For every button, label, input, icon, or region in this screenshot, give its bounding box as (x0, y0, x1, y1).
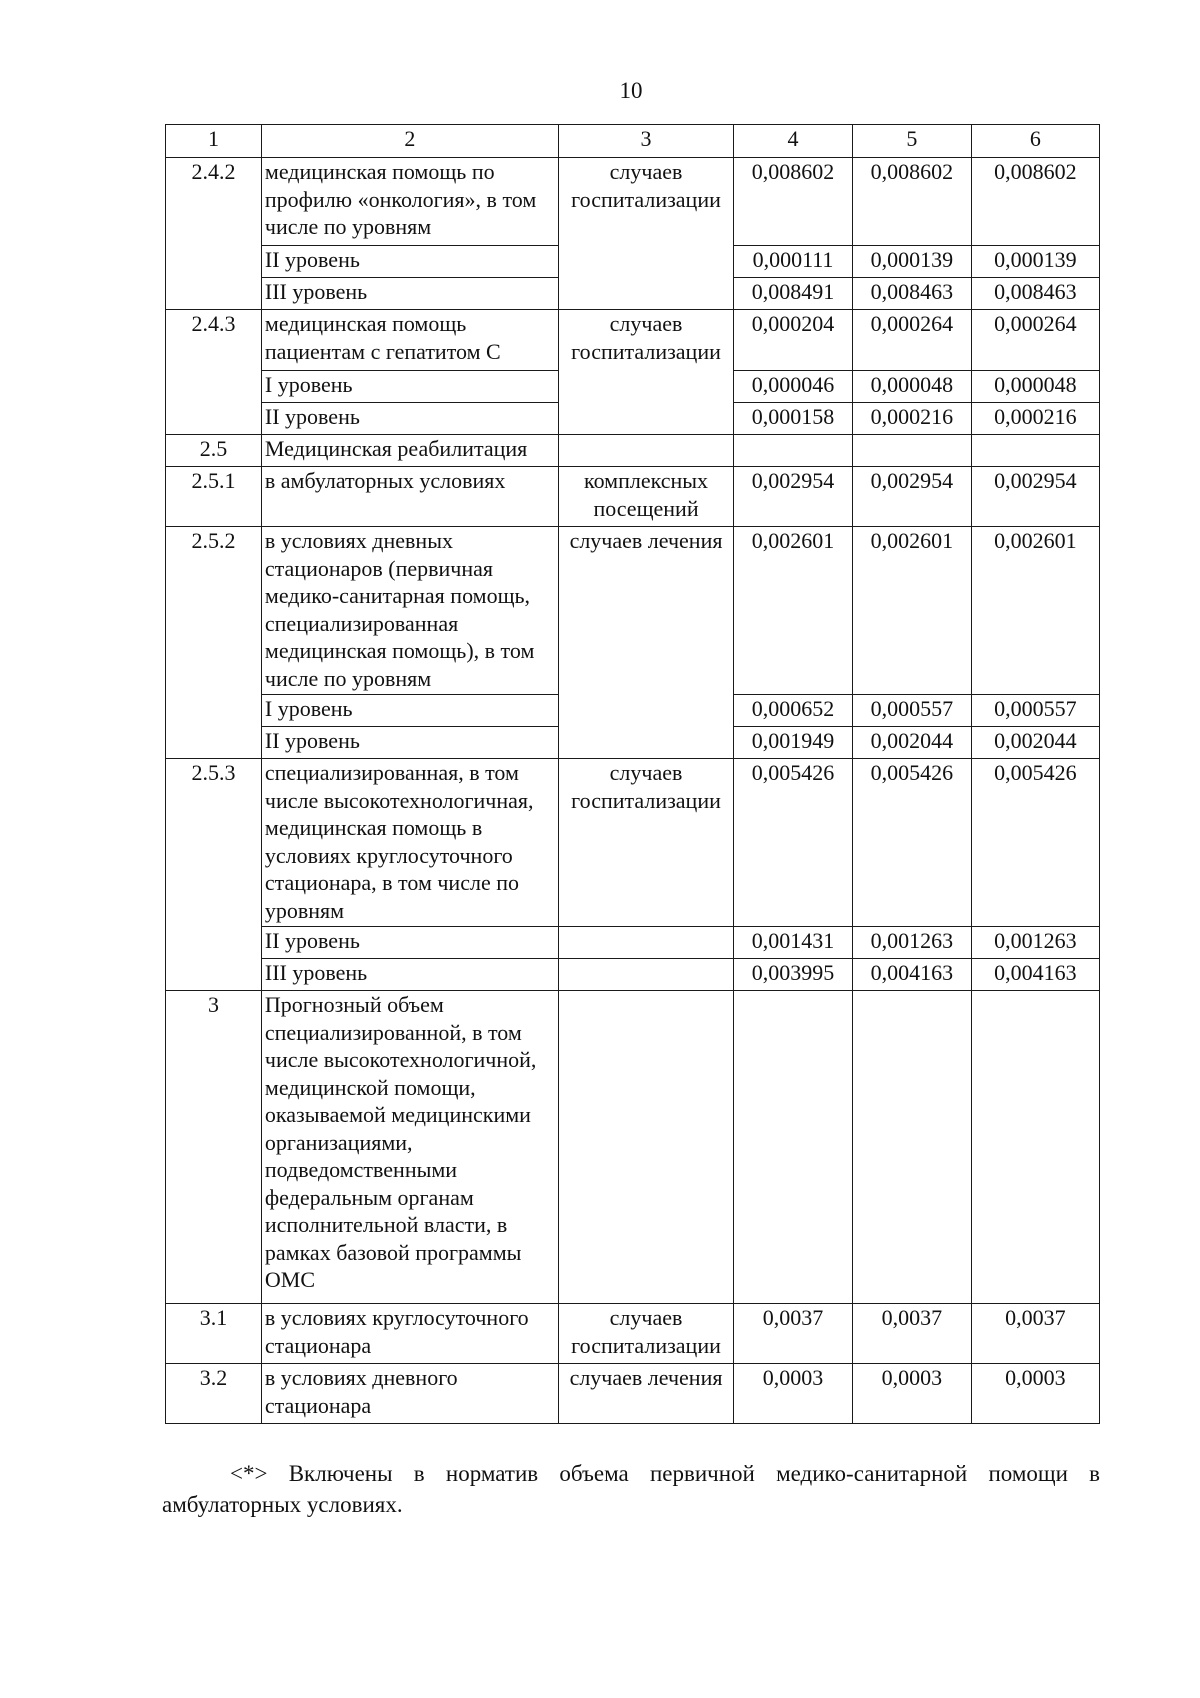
value-col6: 0,008602 (971, 158, 1099, 246)
value-col4: 0,003995 (734, 959, 853, 991)
page-number: 10 (619, 78, 643, 103)
value-col6: 0,0037 (971, 1304, 1099, 1364)
row-number: 2.4.2 (166, 158, 262, 310)
row-name: в условиях дневных стационаров (первичная медико-санитарная помощь, специализированная медицинская помощь), в том числе по уровням (261, 527, 558, 695)
row-unit: случаев лечения (558, 1364, 733, 1424)
norms-table (165, 124, 1100, 1424)
footnote-text: Включены в норматив объема первичной медико-санитарной помощи в амбулаторных условиях. (162, 1461, 1101, 1517)
header-cell: 2 (261, 125, 558, 158)
value-col5: 0,002044 (852, 727, 971, 759)
value-col4: 0,008602 (734, 158, 853, 246)
row-name: II уровень (261, 727, 558, 759)
value-col5: 0,0037 (852, 1304, 971, 1364)
row-name: медицинская помощь пациентам с гепатитом С (261, 310, 558, 371)
row-unit: случаев госпитализации (558, 759, 733, 927)
value-col4: 0,000204 (734, 310, 853, 371)
value-col5: 0,004163 (852, 959, 971, 991)
row-name: специализированная, в том числе высокотехнологичная, медицинская помощь в условиях круглосуточного стационара, в том числе по уровням (261, 759, 558, 927)
value-col5: 0,008602 (852, 158, 971, 246)
value-col4 (734, 991, 853, 1304)
value-col6: 0,002954 (971, 467, 1099, 527)
value-col4: 0,001431 (734, 927, 853, 959)
value-col6: 0,000264 (971, 310, 1099, 371)
value-col6: 0,000048 (971, 371, 1099, 403)
value-col6: 0,008463 (971, 278, 1099, 310)
row-number: 3.2 (166, 1364, 262, 1424)
value-col6: 0,004163 (971, 959, 1099, 991)
row-unit: комплексных посещений (558, 467, 733, 527)
value-col6: 0,002601 (971, 527, 1099, 695)
row-name: в условиях дневного стационара (261, 1364, 558, 1424)
value-col4: 0,000158 (734, 403, 853, 435)
table-row (166, 527, 1100, 695)
value-col5: 0,002954 (852, 467, 971, 527)
value-col4 (734, 435, 853, 467)
value-col4: 0,002954 (734, 467, 853, 527)
value-col4: 0,005426 (734, 759, 853, 927)
table-row (166, 467, 1100, 527)
table-row (166, 759, 1100, 927)
table-row (166, 991, 1100, 1304)
table-row (166, 1304, 1100, 1364)
value-col4: 0,000652 (734, 695, 853, 727)
value-col4: 0,000111 (734, 246, 853, 278)
value-col5: 0,000139 (852, 246, 971, 278)
row-unit: случаев госпитализации (558, 158, 733, 310)
value-col6: 0,002044 (971, 727, 1099, 759)
row-name: II уровень (261, 403, 558, 435)
row-number: 2.4.3 (166, 310, 262, 435)
row-number: 2.5.2 (166, 527, 262, 759)
row-name: в амбулаторных условиях (261, 467, 558, 527)
row-unit: случаев госпитализации (558, 1304, 733, 1364)
value-col5: 0,000048 (852, 371, 971, 403)
value-col6 (971, 991, 1099, 1304)
value-col6: 0,000139 (971, 246, 1099, 278)
header-cell: 3 (558, 125, 733, 158)
row-unit (558, 959, 733, 991)
value-col5 (852, 435, 971, 467)
value-col4: 0,0003 (734, 1364, 853, 1424)
value-col6: 0,001263 (971, 927, 1099, 959)
row-number: 3.1 (166, 1304, 262, 1364)
value-col5: 0,002601 (852, 527, 971, 695)
value-col6: 0,000216 (971, 403, 1099, 435)
row-unit (558, 991, 733, 1304)
row-unit: случаев госпитализации (558, 310, 733, 435)
value-col4: 0,0037 (734, 1304, 853, 1364)
row-number: 2.5 (166, 435, 262, 467)
table-row (166, 435, 1100, 467)
value-col6: 0,005426 (971, 759, 1099, 927)
value-col4: 0,002601 (734, 527, 853, 695)
row-unit: случаев лечения (558, 527, 733, 759)
value-col4: 0,008491 (734, 278, 853, 310)
value-col4: 0,000046 (734, 371, 853, 403)
value-col5: 0,001263 (852, 927, 971, 959)
row-number: 3 (166, 991, 262, 1304)
table-row (166, 959, 1100, 991)
row-name: в условиях круглосуточного стационара (261, 1304, 558, 1364)
footnote (162, 1458, 1100, 1520)
row-number: 2.5.3 (166, 759, 262, 991)
footnote-mark: <*> (230, 1461, 268, 1486)
value-col5: 0,000264 (852, 310, 971, 371)
value-col5: 0,008463 (852, 278, 971, 310)
table-row (166, 1364, 1100, 1424)
row-name: медицинская помощь по профилю «онкология», в том числе по уровням (261, 158, 558, 246)
row-name: III уровень (261, 278, 558, 310)
header-cell: 1 (166, 125, 262, 158)
value-col5: 0,000557 (852, 695, 971, 727)
value-col5: 0,005426 (852, 759, 971, 927)
row-name: III уровень (261, 959, 558, 991)
row-name: II уровень (261, 246, 558, 278)
value-col6: 0,0003 (971, 1364, 1099, 1424)
row-name: Медицинская реабилитация (261, 435, 558, 467)
row-number: 2.5.1 (166, 467, 262, 527)
row-name: Прогнозный объем специализированной, в том числе высокотехнологичной, медицинской помощи, оказываемой медицинскими организациями, подведомственными федеральным органам исполнительной власти, в рамках базовой программы ОМС (261, 991, 558, 1304)
row-name: II уровень (261, 927, 558, 959)
table-row (166, 927, 1100, 959)
value-col5: 0,000216 (852, 403, 971, 435)
header-cell: 5 (852, 125, 971, 158)
header-cell: 4 (734, 125, 853, 158)
value-col6 (971, 435, 1099, 467)
value-col5 (852, 991, 971, 1304)
table-row (166, 310, 1100, 371)
header-row (166, 125, 1100, 158)
value-col6: 0,000557 (971, 695, 1099, 727)
value-col5: 0,0003 (852, 1364, 971, 1424)
row-name: I уровень (261, 695, 558, 727)
header-cell: 6 (971, 125, 1099, 158)
row-unit (558, 927, 733, 959)
row-unit (558, 435, 733, 467)
table-row (166, 158, 1100, 246)
row-name: I уровень (261, 371, 558, 403)
value-col4: 0,001949 (734, 727, 853, 759)
